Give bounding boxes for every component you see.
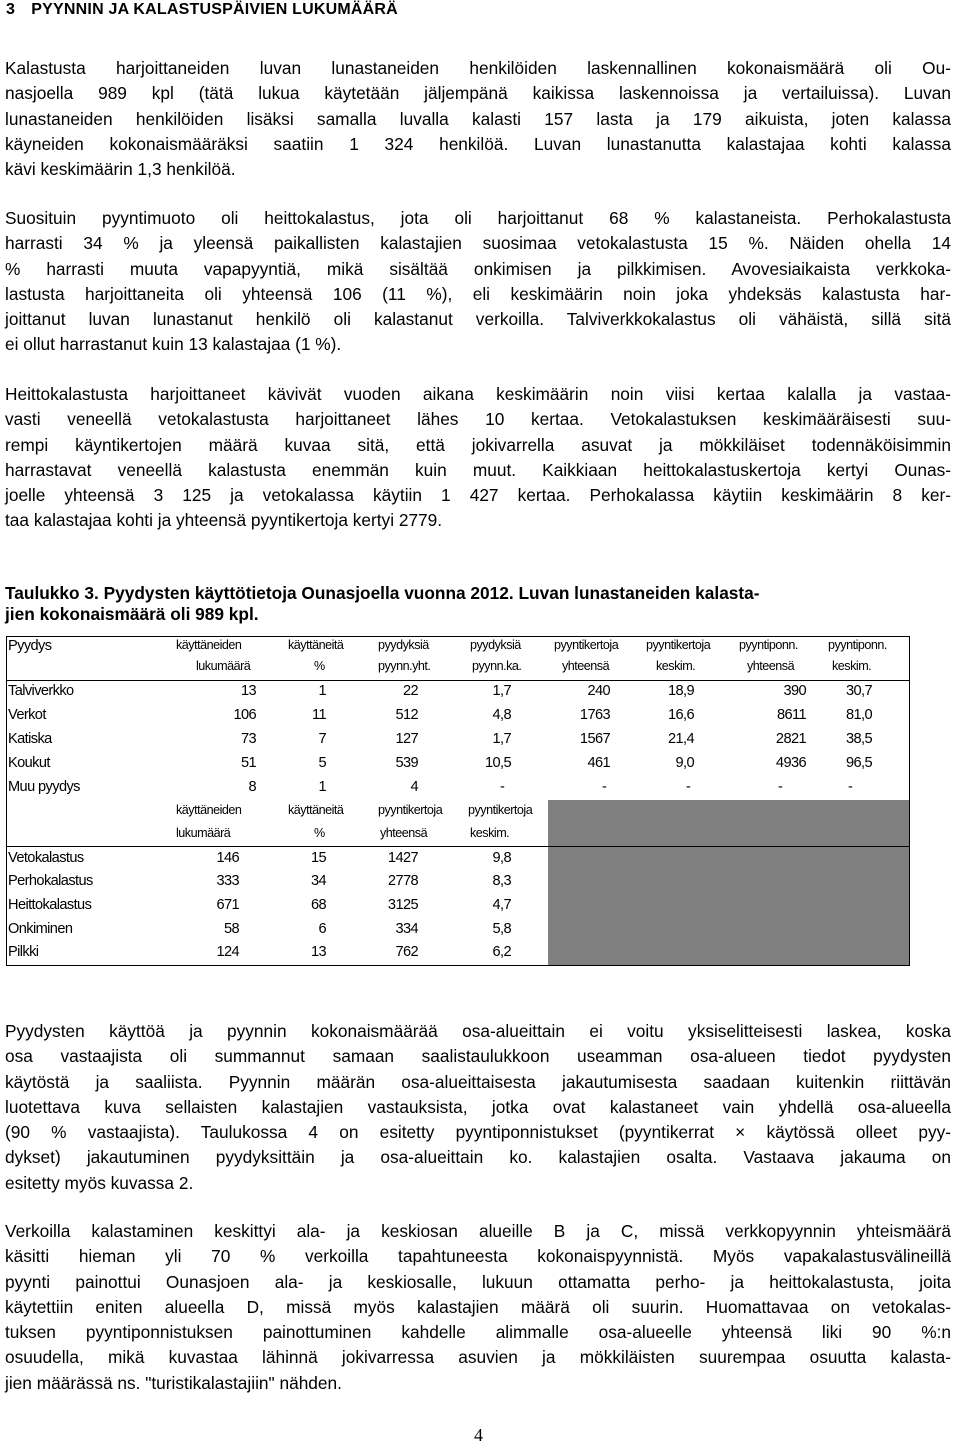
- text-line: % harrasti muuta vapapyyntiä, mikä sisältää onkimisen ja pilkkimisen. Avovesiaikaista verkkoka-: [5, 258, 951, 279]
- row-label: Muu pyydys: [8, 779, 80, 795]
- text-line: harrasti 34 % ja yleensä paikallisten kalastajien suosimaa vetokalastusta 15 %. Näiden ohella 14: [5, 233, 951, 254]
- text-line: esitetty myös kuvassa 2.: [5, 1172, 194, 1193]
- table-cell: 1,7: [492, 683, 511, 699]
- table-cell: 8: [248, 779, 256, 795]
- table-border-right: [909, 636, 910, 966]
- column-header: yhteensä: [380, 826, 428, 840]
- table-cell: 5: [318, 755, 326, 771]
- table-cell: 9,8: [492, 850, 511, 866]
- text-line: käyneiden kokonaismääräksi saatiin 1 324 henkilöä. Luvan lunastanutta kalastajaa kohti kalassa: [5, 133, 951, 154]
- table-cell: 13: [310, 944, 326, 960]
- column-header: pyyntiponn.: [828, 638, 887, 652]
- table-cell: 1567: [579, 731, 610, 747]
- caption-line: Taulukko 3. Pyydysten käyttötietoja Ounasjoella vuonna 2012. Luvan lunastaneiden kalasta-: [5, 583, 760, 603]
- text-line: luotettava kuva sellaisten kalastajien vastauksista, jotka ovat kalastaneet vain yhdellä osa-alueella: [5, 1096, 951, 1117]
- table-cell: -: [778, 779, 783, 795]
- column-header: käyttäneiden: [176, 803, 242, 817]
- text-line: nasjoella 989 kpl (tätä lukua käytetään jäljempänä kaikissa laskennoissa ja vertailuissa). Luvan: [5, 83, 951, 104]
- table-cell: 8,3: [492, 873, 511, 889]
- column-header: pyynn.ka.: [472, 659, 522, 673]
- text-line: (90 % vastaajista). Taulukossa 4 on esitetty pyyntiponnistukset (pyyntikerrat × käytössä olleet pyy-: [5, 1122, 951, 1143]
- column-header: käyttäneiden: [176, 638, 242, 652]
- table-cell: 4,7: [492, 897, 511, 913]
- table-cell: -: [848, 779, 853, 795]
- section-heading: 3 PYYNNIN JA KALASTUSPÄIVIEN LUKUMÄÄRÄ: [6, 1, 398, 18]
- column-header: pyynn.yht.: [378, 659, 431, 673]
- table-cell: -: [602, 779, 607, 795]
- text-line: dykset) jakautuminen pyydyksittäin ja osa-alueittain ko. kalastajien osalta. Vastaava jakauma on: [5, 1147, 951, 1168]
- table-cell: 58: [223, 921, 239, 937]
- table-cell: 539: [395, 755, 418, 771]
- table-cell: 68: [310, 897, 326, 913]
- table-cell: 96,5: [845, 755, 872, 771]
- table-cell: 671: [216, 897, 239, 913]
- table-cell: 34: [310, 873, 326, 889]
- text-line: joelle yhteensä 3 125 ja vetokalassa käytiin 1 427 kertaa. Perhokalassa käytiin keskimäärin 8 ker-: [5, 485, 951, 506]
- column-header: käyttäneitä: [288, 803, 344, 817]
- text-line: pyynti painottui Ounasjoen ala- ja keskiosalle, lukuun ottamatta perho- ja heittokalastusta, joita: [5, 1271, 951, 1292]
- table-cell: 4,8: [492, 707, 511, 723]
- table-cell: 106: [233, 707, 256, 723]
- text-line: käytöstä ja saaliista. Pyynnin määrän osa-alueittaisesta jakautumisesta saadaan kuitenkin riittävän: [5, 1071, 951, 1092]
- text-line: osuudella, mikä kuvastaa lähinnä jokivarressa asuvien ja mökkiläisten suurempaa osuutta kalasta-: [5, 1347, 951, 1368]
- table-cell: 10,5: [484, 755, 511, 771]
- table-cell: 3125: [387, 897, 418, 913]
- table-cell: 240: [587, 683, 610, 699]
- paragraph-fishing-trips: [5, 382, 951, 534]
- text-line: lastusta harjoittaneita oli yhteensä 106 (11 %), eli keskimäärin noin joka yhdeksäs kalastusta har-: [5, 283, 951, 304]
- table-cell: 7: [318, 731, 326, 747]
- column-header: pyyntiponn.: [739, 638, 798, 652]
- table-rule: [6, 965, 910, 966]
- paragraph-participants: [5, 56, 951, 182]
- table-cell: 762: [395, 944, 418, 960]
- text-line: käsitti hieman yli 70 % verkoilla tapahtuneesta kokonaispyynnistä. Myös vapakalastusvälineillä: [5, 1246, 951, 1267]
- table-cell: -: [500, 779, 505, 795]
- table-cell: 13: [240, 683, 256, 699]
- table-cell: 21,4: [667, 731, 694, 747]
- row-label: Pilkki: [8, 944, 39, 960]
- table-cell: 8611: [777, 707, 806, 723]
- table-cell: 11: [312, 707, 326, 723]
- text-line: lunastaneiden henkilöiden lisäksi samalla luvalla kalasti 157 lasta ja 179 aikuista, joten kalassa: [5, 108, 951, 129]
- table-cell: 1427: [387, 850, 418, 866]
- table-cell: 512: [395, 707, 418, 723]
- table-rule: [6, 846, 910, 847]
- row-label: Perhokalastus: [8, 873, 93, 889]
- table-cell: 1: [318, 683, 326, 699]
- row-header-pyydys: Pyydys: [8, 638, 52, 654]
- column-header: pyyntikertoja: [554, 638, 619, 652]
- row-label: Talviverkko: [8, 683, 74, 699]
- column-header: käyttäneitä: [288, 638, 344, 652]
- table-cell: 5,8: [492, 921, 511, 937]
- page-number: 4: [474, 1425, 483, 1445]
- row-label: Katiska: [8, 731, 52, 747]
- column-header: keskim.: [470, 826, 510, 840]
- table-cell: 16,6: [667, 707, 694, 723]
- column-header: yhteensä: [747, 659, 795, 673]
- column-header: pyydyksiä: [470, 638, 521, 652]
- text-line: harrastavat veneellä kalastusta enemmän kuin muut. Kaikkiaan heittokalastuskertoja kertyi Ounas-: [5, 459, 951, 480]
- column-header: %: [314, 826, 325, 840]
- table-cell: 1763: [579, 707, 610, 723]
- column-header: pyyntikertoja: [468, 803, 533, 817]
- text-line: käytettiin eniten alueella D, missä myös kalastajien määrä oli suurin. Huomattavaa on vetokalas-: [5, 1296, 951, 1317]
- text-line: Kalastusta harjoittaneiden luvan lunastaneiden henkilöiden laskennallinen kokonaismäärä oli Ou-: [5, 58, 951, 78]
- table-cell: 51: [240, 755, 256, 771]
- row-label: Koukut: [8, 755, 50, 771]
- table-cell: 18,9: [667, 683, 694, 699]
- text-line: ei ollut harrastanut kuin 13 kalastajaa (1 %).: [5, 334, 342, 355]
- table-cell: 1: [318, 779, 326, 795]
- table-cell: 2778: [387, 873, 418, 889]
- text-line: Suosituin pyyntimuoto oli heittokalastus, jota oli harjoittanut 68 % kalastaneista. Perhokalastusta: [5, 208, 951, 228]
- text-line: tuksen pyyntiponnistuksen painottuminen kahdelle alimmalle osa-alueelle yhteensä liki 90 %:n: [5, 1322, 951, 1343]
- table-cell: 81,0: [845, 707, 872, 723]
- table-cell: 334: [395, 921, 418, 937]
- text-line: jien määrässä ns. "turistikalastajiin" nähden.: [5, 1372, 342, 1393]
- table-cell: 127: [395, 731, 418, 747]
- table-cell: 9,0: [675, 755, 694, 771]
- table-cell: 38,5: [845, 731, 872, 747]
- text-line: Heittokalastusta harjoittaneet kävivät vuoden aikana keskimäärin noin viisi kertaa kalalla ja vastaa-: [5, 384, 951, 404]
- table-cell: 30,7: [845, 683, 872, 699]
- row-label: Onkiminen: [8, 921, 73, 937]
- gear-usage-table: [6, 636, 910, 966]
- table-caption: [5, 583, 955, 625]
- text-line: kävi keskimäärin 1,3 henkilöä.: [5, 159, 236, 180]
- row-label: Heittokalastus: [8, 897, 92, 913]
- table-cell: 6,2: [492, 944, 511, 960]
- text-line: joittanut luvan lunastanut henkilö oli kalastanut verkoilla. Talviverkkokalastus oli vähäistä, sillä sitä: [5, 309, 951, 330]
- column-header: %: [314, 659, 325, 673]
- column-header: lukumäärä: [196, 659, 251, 673]
- column-header: lukumäärä: [176, 826, 231, 840]
- table-cell: 390: [783, 683, 806, 699]
- table-cell: 4: [410, 779, 418, 795]
- column-header: pyyntikertoja: [646, 638, 711, 652]
- table-cell: 461: [587, 755, 610, 771]
- text-line: taa kalastajaa kohti ja yhteensä pyyntikertoja kertyi 2779.: [5, 510, 443, 531]
- paragraph-fishing-methods: [5, 206, 951, 358]
- paragraph-net-fishing: [5, 1219, 951, 1396]
- caption-line: jien kokonaismäärä oli 989 kpl.: [5, 604, 259, 624]
- text-line: Verkoilla kalastaminen keskittyi ala- ja keskiosan alueille B ja C, missä verkkopyynnin yhteismäärä: [5, 1221, 951, 1241]
- table-cell: 124: [216, 944, 239, 960]
- table-rule: [6, 680, 910, 681]
- row-label: Verkot: [8, 707, 46, 723]
- column-header: pyydyksiä: [378, 638, 429, 652]
- table-cell: 4936: [775, 755, 806, 771]
- table-cell: 2821: [775, 731, 806, 747]
- row-label: Vetokalastus: [8, 850, 84, 866]
- table-border-left: [6, 636, 7, 966]
- table-cell: 15: [310, 850, 326, 866]
- text-line: Pyydysten käyttöä ja pyynnin kokonaismäärää osa-alueittain ei voitu yksiselitteisesti laskea, koska: [5, 1021, 951, 1041]
- column-header: pyyntikertoja: [378, 803, 443, 817]
- table-cell: 146: [216, 850, 239, 866]
- table-cell: 22: [402, 683, 418, 699]
- table-gray-fill: [548, 800, 909, 965]
- table-cell: 333: [216, 873, 239, 889]
- table-cell: 6: [318, 921, 326, 937]
- text-line: osa vastaajista oli summannut samaan saalistaulukkoon useamman osa-alueen tiedot pyydysten: [5, 1046, 951, 1067]
- column-header: yhteensä: [562, 659, 610, 673]
- text-line: rempi käyntikertojen määrä kuvaa sitä, että jokivarrella asuvat ja mökkiläiset todennäköisimmin: [5, 434, 951, 455]
- table-cell: -: [686, 779, 691, 795]
- paragraph-gear-by-area: [5, 1019, 951, 1196]
- text-line: vasti veneellä vetokalastusta harjoittaneet lähes 10 kertaa. Vetokalastuksen keskimääräisesti suu-: [5, 409, 951, 430]
- column-header: keskim.: [656, 659, 696, 673]
- table-cell: 1,7: [492, 731, 511, 747]
- column-header: keskim.: [832, 659, 872, 673]
- table-cell: 73: [240, 731, 256, 747]
